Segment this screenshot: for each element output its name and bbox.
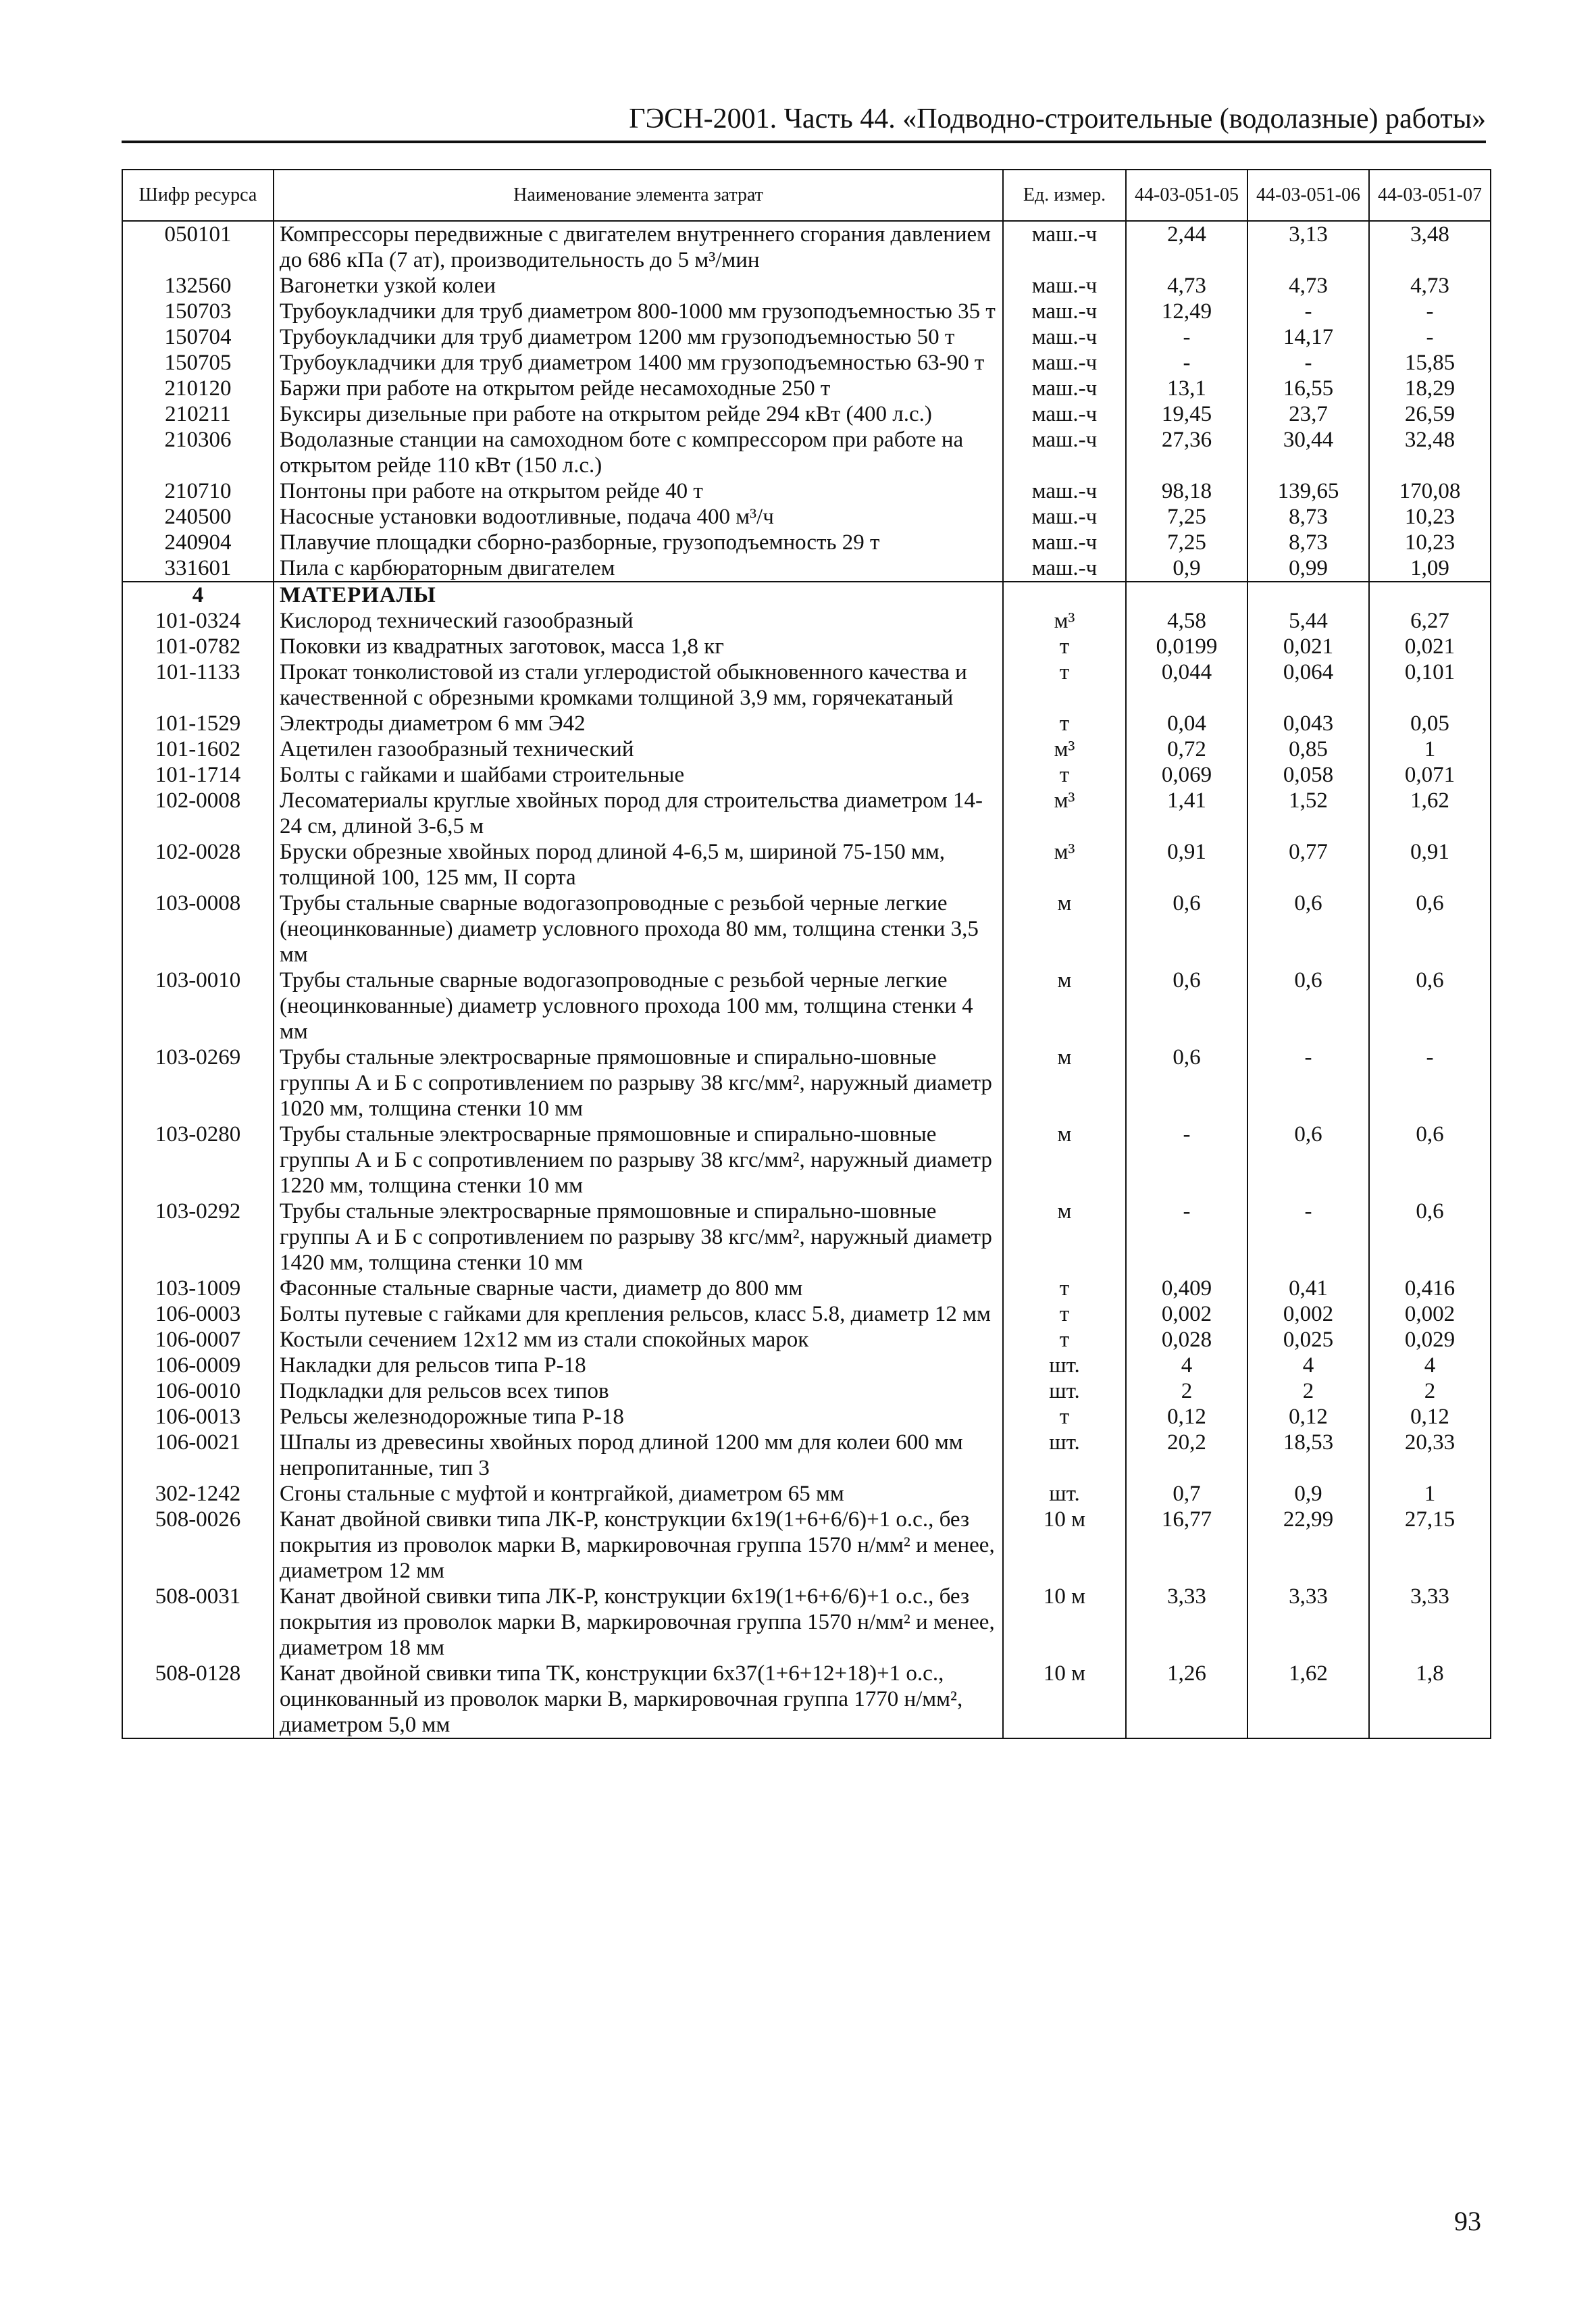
resource-name: Накладки для рельсов типа Р-18 <box>274 1353 1003 1378</box>
resource-unit: м³ <box>1003 839 1126 890</box>
resource-unit: маш.-ч <box>1003 221 1126 273</box>
header-name: Наименование элемента затрат <box>274 170 1003 221</box>
resource-code: 106-0013 <box>122 1404 274 1430</box>
norm-value-06: - <box>1247 299 1369 324</box>
resource-unit: м³ <box>1003 788 1126 839</box>
norm-value-06: 8,73 <box>1247 530 1369 555</box>
resource-code: 106-0007 <box>122 1327 274 1353</box>
table-row <box>122 299 1491 324</box>
norm-value-06: 1,52 <box>1247 788 1369 839</box>
resource-unit: маш.-ч <box>1003 350 1126 376</box>
norm-value-05 <box>1126 582 1247 608</box>
norm-value-06: 0,002 <box>1247 1301 1369 1327</box>
norm-value-05: 27,36 <box>1126 427 1247 478</box>
table-row <box>122 273 1491 299</box>
norm-value-06: 0,021 <box>1247 634 1369 659</box>
resource-unit: маш.-ч <box>1003 324 1126 350</box>
resource-code: 240500 <box>122 504 274 530</box>
resource-code: 210306 <box>122 427 274 478</box>
resource-code: 132560 <box>122 273 274 299</box>
resource-unit: маш.-ч <box>1003 401 1126 427</box>
table-row <box>122 221 1491 273</box>
norm-value-06: 0,058 <box>1247 762 1369 788</box>
resource-unit: шт. <box>1003 1481 1126 1507</box>
norm-value-07: 32,48 <box>1369 427 1491 478</box>
resource-unit: м <box>1003 1199 1126 1276</box>
norm-value-07: 1,62 <box>1369 788 1491 839</box>
resource-name: Прокат тонколистовой из стали углеродистой обыкновенного качества и качественной с обрезными кромками толщиной 3,9 мм, горячекатаный <box>274 659 1003 711</box>
table-row <box>122 1378 1491 1404</box>
resource-name: Трубы стальные сварные водогазопроводные с резьбой черные легкие (неоцинкованные) диаметр условного прохода 100 мм, толщина стенки 4 мм <box>274 967 1003 1045</box>
norm-value-07: 1 <box>1369 736 1491 762</box>
resource-unit <box>1003 582 1126 608</box>
norm-value-07: 18,29 <box>1369 376 1491 401</box>
resource-name: Трубоукладчики для труб диаметром 800-1000 мм грузоподъемностью 35 т <box>274 299 1003 324</box>
norm-value-05: 0,91 <box>1126 839 1247 890</box>
resource-code: 102-0028 <box>122 839 274 890</box>
resource-unit: т <box>1003 1404 1126 1430</box>
norm-value-05: 12,49 <box>1126 299 1247 324</box>
table-row <box>122 427 1491 478</box>
norm-value-06: 0,77 <box>1247 839 1369 890</box>
norm-value-06: 14,17 <box>1247 324 1369 350</box>
norm-value-05: 0,6 <box>1126 1045 1247 1122</box>
table-row <box>122 1584 1491 1661</box>
norm-value-06: 0,85 <box>1247 736 1369 762</box>
header-norm-05: 44-03-051-05 <box>1126 170 1247 221</box>
norm-value-05: 16,77 <box>1126 1507 1247 1584</box>
table-row <box>122 555 1491 582</box>
norm-value-05: 4 <box>1126 1353 1247 1378</box>
resource-code: 101-1602 <box>122 736 274 762</box>
table-row <box>122 1507 1491 1584</box>
norm-value-05: 2 <box>1126 1378 1247 1404</box>
resource-code: 101-0324 <box>122 608 274 634</box>
resource-name: Насосные установки водоотливные, подача 400 м³/ч <box>274 504 1003 530</box>
table-row <box>122 736 1491 762</box>
table-row <box>122 711 1491 736</box>
norm-value-06: 8,73 <box>1247 504 1369 530</box>
norm-value-07: - <box>1369 1045 1491 1122</box>
norm-value-07: 2 <box>1369 1378 1491 1404</box>
norm-value-07: 10,23 <box>1369 504 1491 530</box>
resource-code: 210710 <box>122 478 274 504</box>
norm-value-05: 13,1 <box>1126 376 1247 401</box>
norm-value-05: 4,58 <box>1126 608 1247 634</box>
norm-value-07: 0,6 <box>1369 890 1491 967</box>
resource-name: Кислород технический газообразный <box>274 608 1003 634</box>
resource-code: 103-0292 <box>122 1199 274 1276</box>
norm-value-07: 0,6 <box>1369 1199 1491 1276</box>
resource-code: 508-0026 <box>122 1507 274 1584</box>
resource-unit: т <box>1003 1301 1126 1327</box>
norm-value-07: 0,05 <box>1369 711 1491 736</box>
norm-value-05: 20,2 <box>1126 1430 1247 1481</box>
header-norm-07: 44-03-051-07 <box>1369 170 1491 221</box>
resource-name: Канат двойной свивки типа ЛК-Р, конструкции 6х19(1+6+6/6)+1 о.с., без покрытия из проволок марки В, маркировочная группа 1570 н/мм² и менее, диаметром 18 мм <box>274 1584 1003 1661</box>
resource-name: Лесоматериалы круглые хвойных пород для строительства диаметром 14-24 см, длиной 3-6,5 м <box>274 788 1003 839</box>
resource-name: Костыли сечением 12х12 мм из стали спокойных марок <box>274 1327 1003 1353</box>
table-row <box>122 478 1491 504</box>
resource-code: 103-0008 <box>122 890 274 967</box>
norm-value-05: 1,41 <box>1126 788 1247 839</box>
norm-value-07: 3,33 <box>1369 1584 1491 1661</box>
resource-unit: м³ <box>1003 736 1126 762</box>
norm-value-06: 0,025 <box>1247 1327 1369 1353</box>
resource-name: Трубоукладчики для труб диаметром 1200 мм грузоподъемностью 50 т <box>274 324 1003 350</box>
resource-name: Электроды диаметром 6 мм Э42 <box>274 711 1003 736</box>
norm-value-07: 1 <box>1369 1481 1491 1507</box>
norm-value-07: 26,59 <box>1369 401 1491 427</box>
norm-value-07: 0,6 <box>1369 967 1491 1045</box>
norm-value-07: 170,08 <box>1369 478 1491 504</box>
table-row <box>122 376 1491 401</box>
table-row <box>122 1301 1491 1327</box>
norm-value-07: 1,09 <box>1369 555 1491 582</box>
resource-unit: маш.-ч <box>1003 427 1126 478</box>
table-row <box>122 530 1491 555</box>
resource-code: 210211 <box>122 401 274 427</box>
resource-unit: т <box>1003 762 1126 788</box>
norm-value-05: 0,9 <box>1126 555 1247 582</box>
resource-code: 103-0269 <box>122 1045 274 1122</box>
norm-value-07: 27,15 <box>1369 1507 1491 1584</box>
table-row <box>122 1045 1491 1122</box>
norm-value-06: 16,55 <box>1247 376 1369 401</box>
norm-value-05: 2,44 <box>1126 221 1247 273</box>
resource-name: Ацетилен газообразный технический <box>274 736 1003 762</box>
norm-value-06: 139,65 <box>1247 478 1369 504</box>
resource-name: Подкладки для рельсов всех типов <box>274 1378 1003 1404</box>
resource-name: Канат двойной свивки типа ТК, конструкции 6х37(1+6+12+18)+1 о.с., оцинкованный из проволок марки В, маркировочная группа 1770 н/мм², диаметром 5,0 мм <box>274 1661 1003 1738</box>
resource-unit: т <box>1003 634 1126 659</box>
table-row <box>122 324 1491 350</box>
resource-name: Баржи при работе на открытом рейде несамоходные 250 т <box>274 376 1003 401</box>
norm-value-06: 4,73 <box>1247 273 1369 299</box>
norm-value-05: 0,409 <box>1126 1276 1247 1301</box>
norm-value-06: - <box>1247 1045 1369 1122</box>
resource-unit: т <box>1003 1327 1126 1353</box>
resource-unit: шт. <box>1003 1378 1126 1404</box>
norm-value-06: 30,44 <box>1247 427 1369 478</box>
resource-name: Понтоны при работе на открытом рейде 40 т <box>274 478 1003 504</box>
norm-value-07 <box>1369 582 1491 608</box>
norm-value-06: 22,99 <box>1247 1507 1369 1584</box>
norm-value-06: 0,6 <box>1247 967 1369 1045</box>
resource-unit: м <box>1003 890 1126 967</box>
table-row <box>122 504 1491 530</box>
table-row <box>122 788 1491 839</box>
resource-code: 150703 <box>122 299 274 324</box>
resource-code: 106-0021 <box>122 1430 274 1481</box>
resource-name: Трубы стальные сварные водогазопроводные с резьбой черные легкие (неоцинкованные) диаметр условного прохода 80 мм, толщина стенки 3,5 мм <box>274 890 1003 967</box>
resource-name: Шпалы из древесины хвойных пород длиной 1200 мм для колеи 600 мм непропитанные, тип 3 <box>274 1430 1003 1481</box>
norm-value-06: 0,41 <box>1247 1276 1369 1301</box>
norm-value-06: - <box>1247 1199 1369 1276</box>
norm-value-05: 0,0199 <box>1126 634 1247 659</box>
resource-unit: маш.-ч <box>1003 530 1126 555</box>
norm-value-06: 18,53 <box>1247 1430 1369 1481</box>
resource-unit: 10 м <box>1003 1584 1126 1661</box>
header-norm-06: 44-03-051-06 <box>1247 170 1369 221</box>
resource-name: Сгоны стальные с муфтой и контргайкой, диаметром 65 мм <box>274 1481 1003 1507</box>
resource-unit: т <box>1003 659 1126 711</box>
resource-name: Трубы стальные электросварные прямошовные и спирально-шовные группы А и Б с сопротивлением по разрыву 38 кгс/мм², наружный диаметр 1020 мм, толщина стенки 10 мм <box>274 1045 1003 1122</box>
norm-value-06: 1,62 <box>1247 1661 1369 1738</box>
resource-unit: т <box>1003 711 1126 736</box>
norm-value-05: 0,028 <box>1126 1327 1247 1353</box>
norm-value-05: 3,33 <box>1126 1584 1247 1661</box>
resource-code: 102-0008 <box>122 788 274 839</box>
norm-value-07: - <box>1369 299 1491 324</box>
norm-value-07: 4 <box>1369 1353 1491 1378</box>
resource-name: Трубоукладчики для труб диаметром 1400 мм грузоподъемностью 63-90 т <box>274 350 1003 376</box>
header-unit: Ед. измер. <box>1003 170 1126 221</box>
resource-code: 302-1242 <box>122 1481 274 1507</box>
resource-unit: маш.-ч <box>1003 299 1126 324</box>
norm-value-05: - <box>1126 1122 1247 1199</box>
table-header-row <box>122 170 1491 221</box>
resource-code: 210120 <box>122 376 274 401</box>
resource-name: Болты путевые с гайками для крепления рельсов, класс 5.8, диаметр 12 мм <box>274 1301 1003 1327</box>
norm-value-06: 0,99 <box>1247 555 1369 582</box>
table-row <box>122 659 1491 711</box>
norm-value-06: 23,7 <box>1247 401 1369 427</box>
table-row <box>122 1404 1491 1430</box>
norm-value-06: 0,9 <box>1247 1481 1369 1507</box>
resource-unit: маш.-ч <box>1003 376 1126 401</box>
resource-unit: т <box>1003 1276 1126 1301</box>
resource-code: 101-0782 <box>122 634 274 659</box>
table-body <box>122 221 1491 1738</box>
resource-unit: маш.-ч <box>1003 504 1126 530</box>
norm-value-07: 0,91 <box>1369 839 1491 890</box>
resource-name: Трубы стальные электросварные прямошовные и спирально-шовные группы А и Б с сопротивлением по разрыву 38 кгс/мм², наружный диаметр 1220 мм, толщина стенки 10 мм <box>274 1122 1003 1199</box>
norm-value-05: 0,069 <box>1126 762 1247 788</box>
table-row <box>122 1430 1491 1481</box>
norm-value-06: 0,6 <box>1247 890 1369 967</box>
table-row <box>122 762 1491 788</box>
norm-value-07: 0,101 <box>1369 659 1491 711</box>
resource-code: 508-0031 <box>122 1584 274 1661</box>
norm-value-05: 0,04 <box>1126 711 1247 736</box>
document-title: ГЭСН-2001. Часть 44. «Подводно-строительные (водолазные) работы» <box>629 103 1486 134</box>
resource-code: 150704 <box>122 324 274 350</box>
resource-unit: м³ <box>1003 608 1126 634</box>
resource-name: МАТЕРИАЛЫ <box>274 582 1003 608</box>
table-row <box>122 1122 1491 1199</box>
norm-value-07: 0,416 <box>1369 1276 1491 1301</box>
norm-value-07: 6,27 <box>1369 608 1491 634</box>
norm-value-06: 0,043 <box>1247 711 1369 736</box>
norm-value-05: 4,73 <box>1126 273 1247 299</box>
norm-value-07: 0,12 <box>1369 1404 1491 1430</box>
table-row <box>122 967 1491 1045</box>
resource-name: Бруски обрезные хвойных пород длиной 4-6,5 м, шириной 75-150 мм, толщиной 100, 125 мм, II сорта <box>274 839 1003 890</box>
norm-value-06: 2 <box>1247 1378 1369 1404</box>
table-row <box>122 890 1491 967</box>
resource-unit: маш.-ч <box>1003 478 1126 504</box>
norm-value-07: 3,48 <box>1369 221 1491 273</box>
table-row <box>122 1276 1491 1301</box>
norm-value-07: 10,23 <box>1369 530 1491 555</box>
resource-table-container <box>122 169 1490 1739</box>
resource-code: 101-1714 <box>122 762 274 788</box>
resource-code: 106-0010 <box>122 1378 274 1404</box>
norm-value-06: 0,6 <box>1247 1122 1369 1199</box>
resource-name: Буксиры дизельные при работе на открытом рейде 294 кВт (400 л.с.) <box>274 401 1003 427</box>
norm-value-05: 19,45 <box>1126 401 1247 427</box>
norm-value-06: - <box>1247 350 1369 376</box>
resource-unit: м <box>1003 1045 1126 1122</box>
norm-value-06: 5,44 <box>1247 608 1369 634</box>
resource-name: Водолазные станции на самоходном боте с компрессором при работе на открытом рейде 110 кВт (150 л.с.) <box>274 427 1003 478</box>
resource-unit: м <box>1003 1122 1126 1199</box>
resource-code: 101-1133 <box>122 659 274 711</box>
norm-value-06: 4 <box>1247 1353 1369 1378</box>
table-row <box>122 1353 1491 1378</box>
table-row <box>122 1661 1491 1738</box>
resource-name: Плавучие площадки сборно-разборные, грузоподъемность 29 т <box>274 530 1003 555</box>
resource-code: 331601 <box>122 555 274 582</box>
resource-table <box>122 169 1491 1739</box>
table-row <box>122 839 1491 890</box>
resource-unit: м <box>1003 967 1126 1045</box>
resource-unit: маш.-ч <box>1003 555 1126 582</box>
norm-value-05: 98,18 <box>1126 478 1247 504</box>
table-header <box>122 170 1491 221</box>
resource-name: Фасонные стальные сварные части, диаметр до 800 мм <box>274 1276 1003 1301</box>
norm-value-07: 0,6 <box>1369 1122 1491 1199</box>
norm-value-05: 0,6 <box>1126 890 1247 967</box>
resource-name: Рельсы железнодорожные типа Р-18 <box>274 1404 1003 1430</box>
resource-unit: 10 м <box>1003 1507 1126 1584</box>
resource-name: Болты с гайками и шайбами строительные <box>274 762 1003 788</box>
norm-value-05: 0,72 <box>1126 736 1247 762</box>
norm-value-05: - <box>1126 350 1247 376</box>
norm-value-06: 3,13 <box>1247 221 1369 273</box>
resource-code: 4 <box>122 582 274 608</box>
header-code: Шифр ресурса <box>122 170 274 221</box>
resource-code: 103-0010 <box>122 967 274 1045</box>
norm-value-05: 0,002 <box>1126 1301 1247 1327</box>
table-row <box>122 1327 1491 1353</box>
norm-value-07: 0,029 <box>1369 1327 1491 1353</box>
norm-value-06: 3,33 <box>1247 1584 1369 1661</box>
norm-value-05: 0,7 <box>1126 1481 1247 1507</box>
norm-value-05: 0,6 <box>1126 967 1247 1045</box>
resource-code: 101-1529 <box>122 711 274 736</box>
resource-code: 106-0009 <box>122 1353 274 1378</box>
resource-unit: маш.-ч <box>1003 273 1126 299</box>
table-row <box>122 1199 1491 1276</box>
resource-name: Трубы стальные электросварные прямошовные и спирально-шовные группы А и Б с сопротивлением по разрыву 38 кгс/мм², наружный диаметр 1420 мм, толщина стенки 10 мм <box>274 1199 1003 1276</box>
norm-value-05: - <box>1126 324 1247 350</box>
table-row <box>122 634 1491 659</box>
table-row <box>122 350 1491 376</box>
norm-value-05: 0,12 <box>1126 1404 1247 1430</box>
resource-unit: шт. <box>1003 1430 1126 1481</box>
norm-value-06: 0,064 <box>1247 659 1369 711</box>
resource-code: 508-0128 <box>122 1661 274 1738</box>
norm-value-07: 0,021 <box>1369 634 1491 659</box>
resource-name: Вагонетки узкой колеи <box>274 273 1003 299</box>
resource-code: 240904 <box>122 530 274 555</box>
norm-value-07: 0,071 <box>1369 762 1491 788</box>
norm-value-05: 0,044 <box>1126 659 1247 711</box>
resource-code: 106-0003 <box>122 1301 274 1327</box>
resource-name: Поковки из квадратных заготовок, масса 1,8 кг <box>274 634 1003 659</box>
table-row <box>122 608 1491 634</box>
resource-unit: 10 м <box>1003 1661 1126 1738</box>
norm-value-07: 4,73 <box>1369 273 1491 299</box>
resource-name: Пила с карбюраторным двигателем <box>274 555 1003 582</box>
resource-code: 150705 <box>122 350 274 376</box>
norm-value-05: 7,25 <box>1126 504 1247 530</box>
resource-unit: шт. <box>1003 1353 1126 1378</box>
section-row <box>122 582 1491 608</box>
norm-value-06: 0,12 <box>1247 1404 1369 1430</box>
norm-value-07: 20,33 <box>1369 1430 1491 1481</box>
norm-value-05: - <box>1126 1199 1247 1276</box>
table-row <box>122 401 1491 427</box>
norm-value-05: 1,26 <box>1126 1661 1247 1738</box>
norm-value-07: 15,85 <box>1369 350 1491 376</box>
page-number: 93 <box>1454 2206 1481 2236</box>
resource-name: Компрессоры передвижные с двигателем внутреннего сгорания давлением до 686 кПа (7 ат), производительность до 5 м³/мин <box>274 221 1003 273</box>
resource-code: 103-1009 <box>122 1276 274 1301</box>
norm-value-05: 7,25 <box>1126 530 1247 555</box>
table-row <box>122 1481 1491 1507</box>
page-header <box>122 101 1486 143</box>
resource-code: 050101 <box>122 221 274 273</box>
norm-value-07: 0,002 <box>1369 1301 1491 1327</box>
resource-name: Канат двойной свивки типа ЛК-Р, конструкции 6х19(1+6+6/6)+1 о.с., без покрытия из проволок марки В, маркировочная группа 1570 н/мм² и менее, диаметром 12 мм <box>274 1507 1003 1584</box>
norm-value-06 <box>1247 582 1369 608</box>
norm-value-07: - <box>1369 324 1491 350</box>
norm-value-07: 1,8 <box>1369 1661 1491 1738</box>
resource-code: 103-0280 <box>122 1122 274 1199</box>
